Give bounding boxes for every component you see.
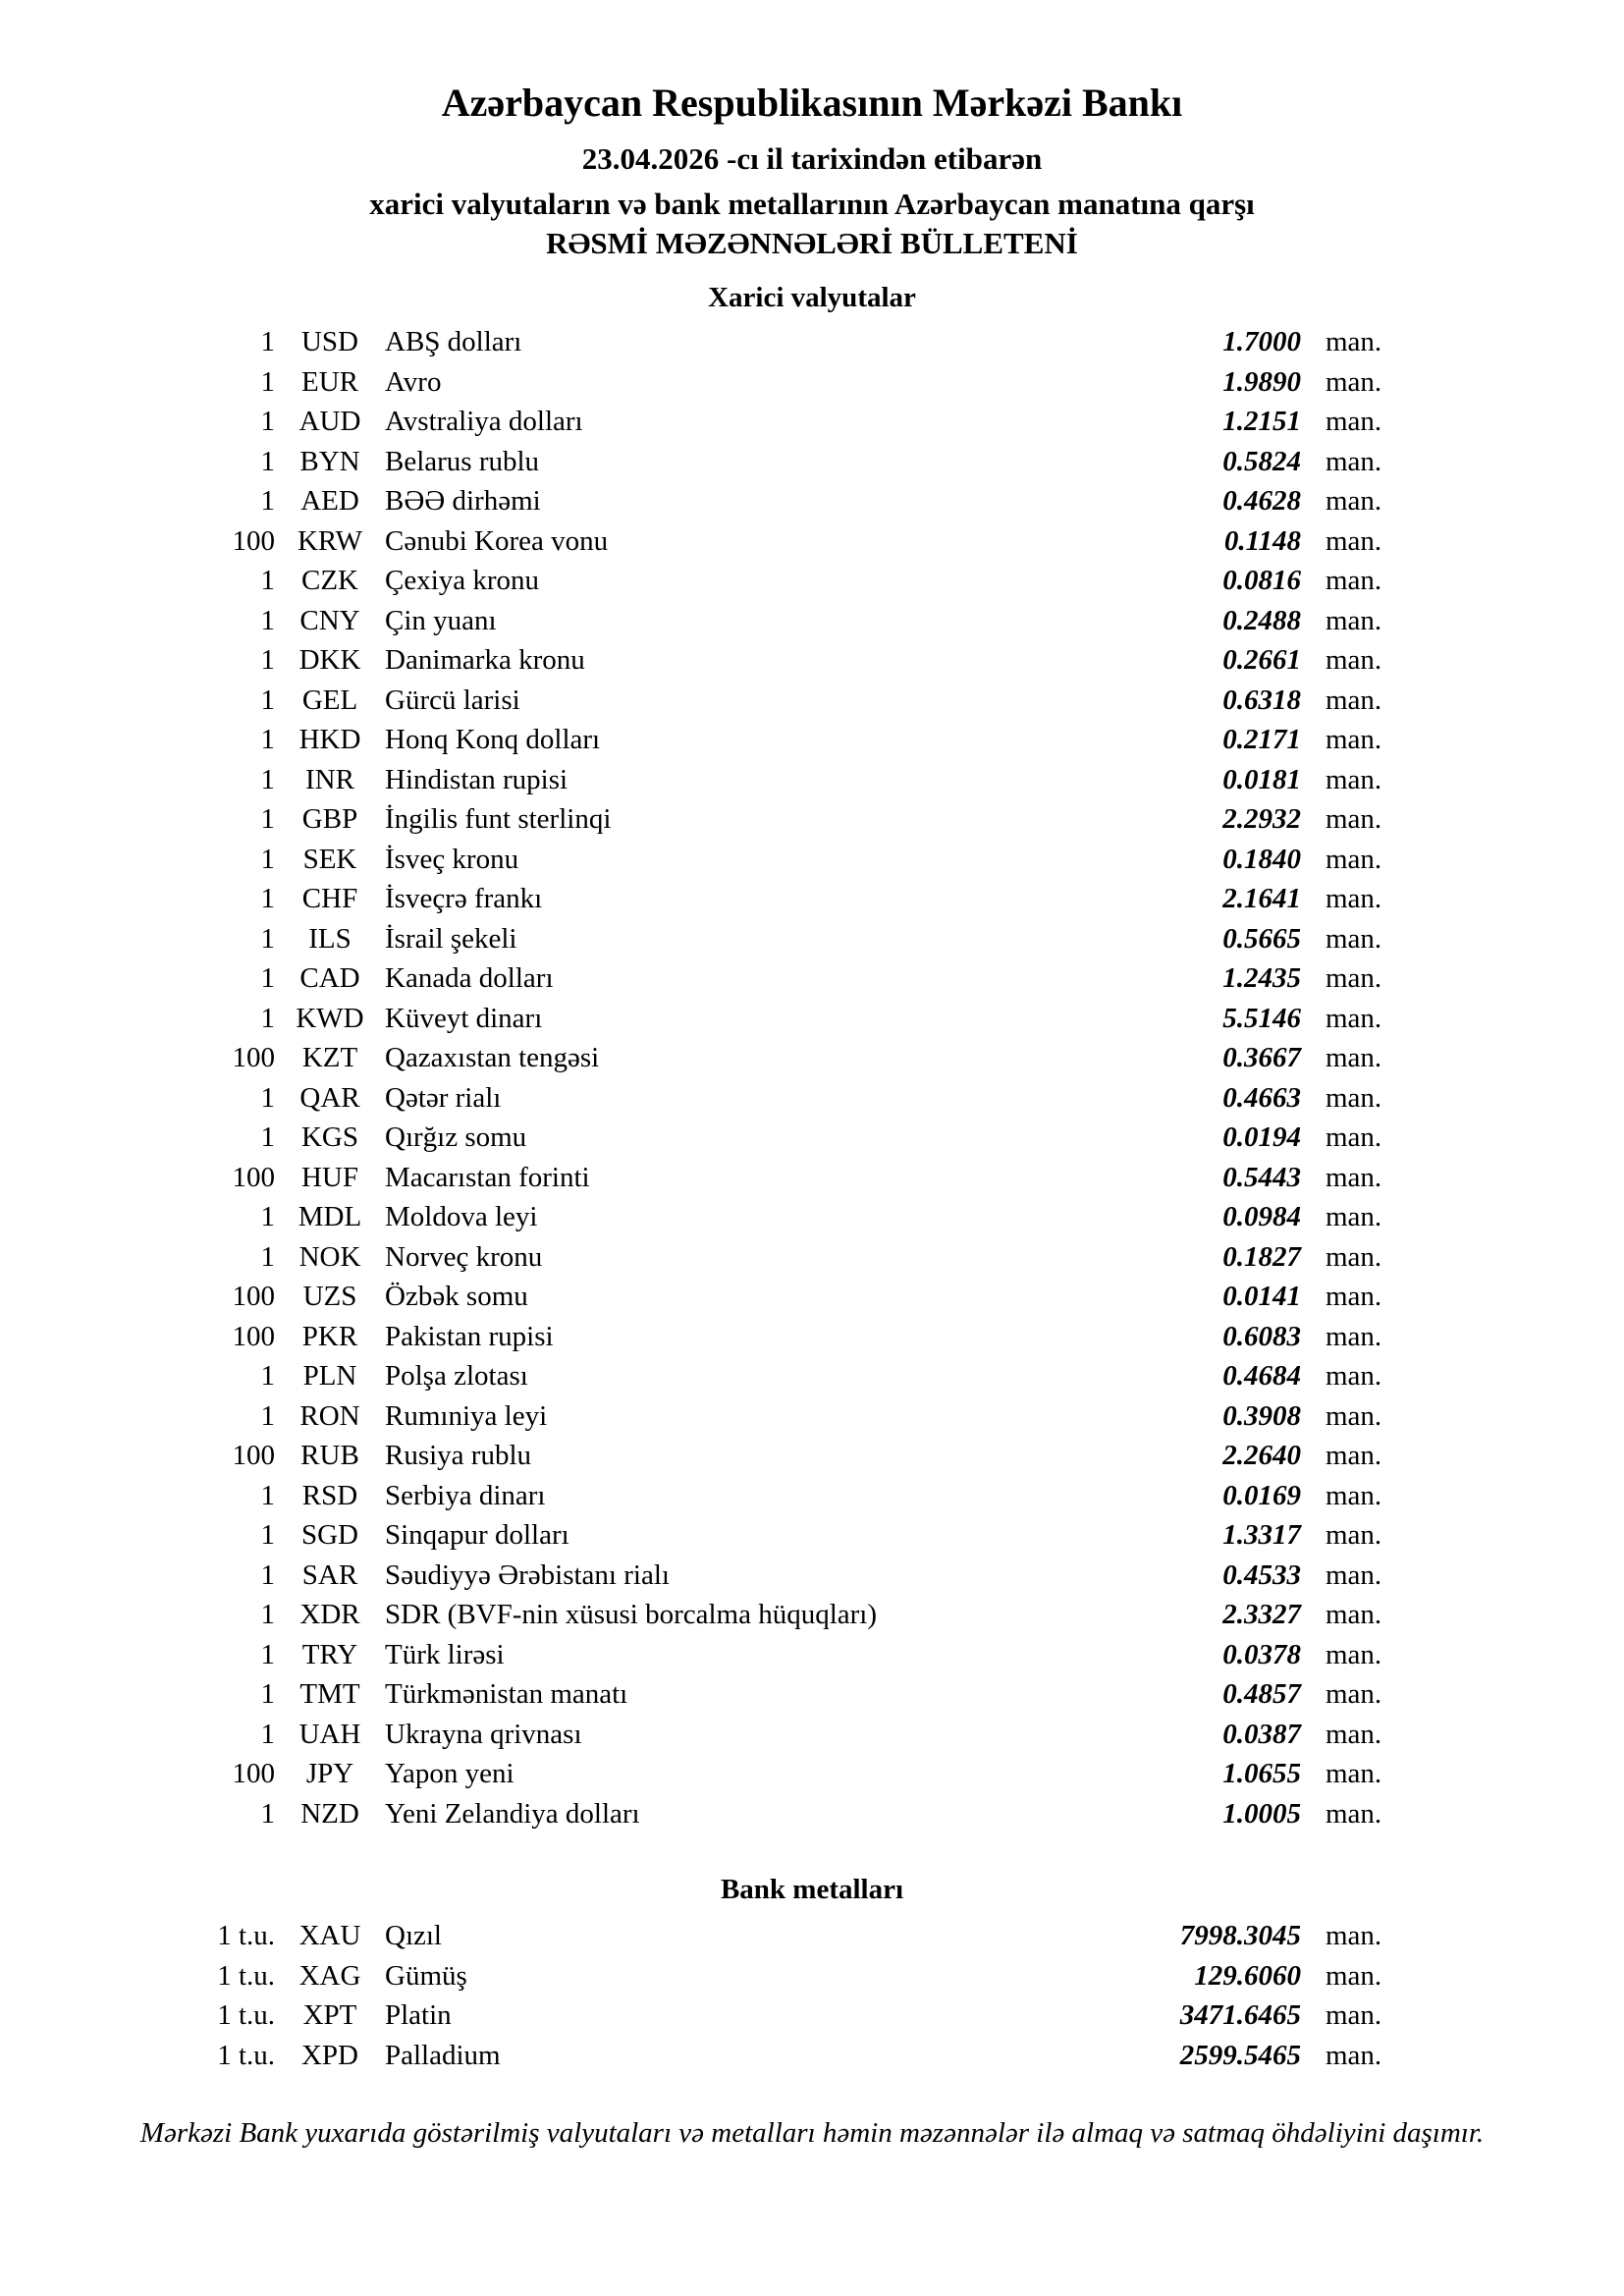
rate-row-currency-code: DKK bbox=[298, 644, 361, 676]
rate-row-rate-value: 0.0141 bbox=[1222, 1281, 1301, 1312]
rate-row-unit-label: man. bbox=[1326, 1519, 1382, 1551]
rate-row-unit-label: man. bbox=[1326, 1678, 1382, 1710]
rate-row bbox=[0, 2036, 1624, 2076]
rate-row-rate-value: 1.2435 bbox=[1222, 962, 1301, 994]
rate-row-quantity: 1 bbox=[260, 406, 275, 437]
rate-row-unit-label: man. bbox=[1326, 1201, 1382, 1232]
rate-row-quantity: 1 t.u. bbox=[217, 1920, 275, 1951]
rate-row-currency-code: XDR bbox=[299, 1599, 360, 1630]
rate-row-rate-value: 3471.6465 bbox=[1179, 1999, 1301, 2031]
rate-row bbox=[0, 1995, 1624, 2036]
rate-row-currency-name: Türkmənistan manatı bbox=[385, 1678, 628, 1710]
rate-row-currency-name: Qətər rialı bbox=[385, 1081, 502, 1114]
rate-row-currency-code: PKR bbox=[301, 1320, 358, 1352]
rate-row-currency-name: Palladium bbox=[385, 2039, 501, 2071]
rate-row-currency-code: TMT bbox=[299, 1678, 360, 1710]
rate-row-unit-label: man. bbox=[1326, 365, 1382, 398]
rate-row bbox=[0, 1436, 1624, 1476]
rate-row-currency-name: Ukrayna qrivnası bbox=[385, 1718, 582, 1750]
rate-row-unit-label: man. bbox=[1326, 1920, 1382, 1951]
rate-row-currency-code: CAD bbox=[299, 962, 360, 994]
rate-row bbox=[0, 521, 1624, 562]
rate-row-quantity: 1 t.u. bbox=[217, 1959, 275, 1992]
rate-row-quantity: 1 bbox=[260, 1718, 275, 1750]
rate-row bbox=[0, 1754, 1624, 1794]
rate-row-currency-code: CNY bbox=[299, 604, 360, 636]
rate-row bbox=[0, 640, 1624, 681]
rate-row-currency-name: BƏƏ dirhəmi bbox=[385, 485, 541, 517]
rate-row-rate-value: 0.0194 bbox=[1222, 1121, 1301, 1153]
rate-row-currency-code: JPY bbox=[305, 1758, 354, 1789]
rate-row-currency-name: Danimarka kronu bbox=[385, 644, 585, 676]
rate-row-currency-code: UZS bbox=[302, 1281, 357, 1312]
rate-row-quantity: 1 bbox=[260, 365, 275, 398]
rate-row bbox=[0, 879, 1624, 919]
rate-row-currency-name: Belarus rublu bbox=[385, 445, 540, 477]
rate-row-quantity: 1 bbox=[260, 485, 275, 517]
rate-row-quantity: 1 t.u. bbox=[217, 1999, 275, 2031]
rate-row-currency-name: Pakistan rupisi bbox=[385, 1320, 554, 1352]
rate-row-rate-value: 0.5665 bbox=[1222, 922, 1301, 955]
rate-row-currency-code: UAH bbox=[298, 1718, 361, 1750]
rate-row-unit-label: man. bbox=[1326, 524, 1382, 557]
rate-row-currency-name: ABŞ dolları bbox=[385, 326, 522, 357]
rate-row-quantity: 1 bbox=[260, 565, 275, 596]
rate-row-currency-code: KGS bbox=[300, 1121, 358, 1153]
rate-row-currency-code: PLN bbox=[302, 1360, 357, 1392]
rate-row-currency-name: Macarıstan forinti bbox=[385, 1161, 590, 1193]
rate-row-currency-name: Rumıniya leyi bbox=[385, 1399, 548, 1432]
rate-row bbox=[0, 402, 1624, 442]
rate-row-quantity: 1 bbox=[260, 1638, 275, 1670]
rate-row-rate-value: 0.4628 bbox=[1222, 485, 1301, 517]
metals-section-title: Bank metalları bbox=[720, 1874, 904, 1905]
currencies-table bbox=[0, 322, 1624, 1833]
rate-row-quantity: 1 bbox=[260, 803, 275, 835]
rate-row-rate-value: 0.0984 bbox=[1222, 1201, 1301, 1232]
rate-row-quantity: 1 bbox=[260, 1360, 275, 1392]
rate-row bbox=[0, 1674, 1624, 1715]
rate-row-unit-label: man. bbox=[1326, 2039, 1382, 2071]
rate-row-rate-value: 0.6083 bbox=[1222, 1320, 1301, 1352]
rate-row-currency-name: Rusiya rublu bbox=[385, 1440, 532, 1471]
rate-row-currency-name: Avstraliya dolları bbox=[385, 406, 583, 437]
rate-row-unit-label: man. bbox=[1326, 604, 1382, 636]
rate-row bbox=[0, 840, 1624, 880]
rate-row bbox=[0, 1158, 1624, 1198]
rate-row-quantity: 1 bbox=[260, 843, 275, 875]
rate-row-rate-value: 2.2932 bbox=[1222, 803, 1301, 835]
rate-row-quantity: 1 bbox=[260, 1797, 275, 1830]
rate-row-rate-value: 0.4663 bbox=[1222, 1081, 1301, 1114]
rate-row-quantity: 1 bbox=[260, 1519, 275, 1551]
rate-row-rate-value: 0.0816 bbox=[1222, 565, 1301, 596]
rate-row-rate-value: 0.5824 bbox=[1222, 445, 1301, 477]
rate-row-unit-label: man. bbox=[1326, 683, 1382, 716]
rate-row-currency-name: Səudiyyə Ərəbistanı rialı bbox=[385, 1558, 670, 1591]
rate-row-quantity: 100 bbox=[232, 1161, 275, 1193]
rate-row-unit-label: man. bbox=[1326, 485, 1382, 517]
rate-row-rate-value: 0.4684 bbox=[1222, 1360, 1301, 1392]
rate-row-currency-name: Özbək somu bbox=[385, 1281, 528, 1312]
rate-row bbox=[0, 799, 1624, 840]
rate-row-rate-value: 2.3327 bbox=[1222, 1599, 1301, 1630]
rate-row-unit-label: man. bbox=[1326, 406, 1382, 437]
rate-row-currency-name: İsveçrə frankı bbox=[385, 883, 543, 914]
rate-row-quantity: 1 bbox=[260, 644, 275, 676]
rate-row bbox=[0, 1916, 1624, 1956]
rate-row-unit-label: man. bbox=[1326, 962, 1382, 994]
rate-row-unit-label: man. bbox=[1326, 1360, 1382, 1392]
rate-row-quantity: 1 bbox=[260, 1558, 275, 1591]
rate-row bbox=[0, 1476, 1624, 1516]
rate-row-currency-code: NOK bbox=[298, 1240, 361, 1273]
rate-row-quantity: 1 bbox=[260, 763, 275, 795]
rate-row-currency-name: İsveç kronu bbox=[385, 843, 519, 875]
bank-title: Azərbaycan Respublikasının Mərkəzi Bankı bbox=[441, 81, 1183, 125]
rate-row-currency-code: AED bbox=[300, 485, 359, 517]
rate-row-currency-code: RON bbox=[299, 1399, 360, 1432]
rate-row-currency-name: Norveç kronu bbox=[385, 1240, 543, 1273]
rate-row-currency-code: CHF bbox=[301, 883, 358, 914]
rate-row-unit-label: man. bbox=[1326, 1959, 1382, 1992]
rate-row-currency-code: XAG bbox=[298, 1959, 361, 1992]
rate-row-rate-value: 0.2661 bbox=[1222, 644, 1301, 676]
rate-row-rate-value: 5.5146 bbox=[1222, 1002, 1301, 1034]
rate-row-unit-label: man. bbox=[1326, 724, 1382, 755]
rate-row-currency-name: Gürcü larisi bbox=[385, 683, 520, 716]
rate-row bbox=[0, 999, 1624, 1039]
rate-row-currency-code: SAR bbox=[301, 1558, 358, 1591]
rate-row bbox=[0, 720, 1624, 760]
rate-row-rate-value: 0.2171 bbox=[1222, 724, 1301, 755]
rate-row-currency-code: RSD bbox=[301, 1479, 358, 1511]
rate-row-currency-code: TRY bbox=[301, 1638, 358, 1670]
rate-row-currency-code: SGD bbox=[300, 1519, 358, 1551]
rate-row-currency-code: USD bbox=[300, 326, 358, 357]
rate-row-rate-value: 0.0378 bbox=[1222, 1638, 1301, 1670]
rate-row bbox=[0, 1317, 1624, 1357]
rate-row-currency-code: XPD bbox=[300, 2039, 358, 2071]
rate-row bbox=[0, 1396, 1624, 1437]
rate-row bbox=[0, 561, 1624, 601]
rate-row-quantity: 1 bbox=[260, 445, 275, 477]
rate-row bbox=[0, 442, 1624, 482]
rate-row bbox=[0, 1515, 1624, 1556]
rate-row-unit-label: man. bbox=[1326, 843, 1382, 875]
rate-row-rate-value: 0.1827 bbox=[1222, 1240, 1301, 1273]
rate-row-rate-value: 2599.5465 bbox=[1179, 2039, 1301, 2071]
rate-row-currency-name: Çin yuanı bbox=[385, 604, 497, 636]
currencies-section-title: Xarici valyutalar bbox=[708, 282, 916, 313]
rate-row-quantity: 100 bbox=[232, 1320, 275, 1352]
rate-row-currency-code: HKD bbox=[298, 724, 361, 755]
rate-row-currency-code: XAU bbox=[298, 1920, 361, 1951]
rate-row-currency-code: XPT bbox=[302, 1999, 357, 2031]
rate-row-currency-code: QAR bbox=[299, 1081, 360, 1114]
rate-row-currency-name: Yapon yeni bbox=[385, 1758, 514, 1789]
rate-row-rate-value: 129.6060 bbox=[1194, 1959, 1301, 1992]
rate-row-quantity: 1 t.u. bbox=[217, 2039, 275, 2071]
rate-row-rate-value: 0.4857 bbox=[1222, 1678, 1301, 1710]
rate-row-quantity: 100 bbox=[232, 1440, 275, 1471]
rate-row-quantity: 1 bbox=[260, 1002, 275, 1034]
rate-row-rate-value: 0.0169 bbox=[1222, 1479, 1301, 1511]
rate-row bbox=[0, 919, 1624, 959]
rate-row-unit-label: man. bbox=[1326, 1638, 1382, 1670]
rate-row-unit-label: man. bbox=[1326, 1440, 1382, 1471]
rate-row bbox=[0, 1556, 1624, 1596]
rate-row-currency-code: MDL bbox=[298, 1201, 362, 1232]
rate-row-currency-name: Yeni Zelandiya dolları bbox=[385, 1797, 640, 1830]
rate-row-quantity: 1 bbox=[260, 1479, 275, 1511]
rate-row-quantity: 1 bbox=[260, 1121, 275, 1153]
rate-row-unit-label: man. bbox=[1326, 326, 1382, 357]
rate-row-rate-value: 1.9890 bbox=[1222, 365, 1301, 398]
rate-row-quantity: 1 bbox=[260, 326, 275, 357]
rate-row-quantity: 1 bbox=[260, 1599, 275, 1630]
rate-row bbox=[0, 1237, 1624, 1278]
rate-row-currency-name: Platin bbox=[385, 1999, 452, 2031]
rate-row-currency-name: Türk lirəsi bbox=[385, 1638, 505, 1670]
rate-row-currency-name: Hindistan rupisi bbox=[385, 763, 568, 795]
rate-row-currency-name: Küveyt dinarı bbox=[385, 1002, 543, 1034]
rate-row-currency-code: NZD bbox=[300, 1797, 359, 1830]
rate-row-quantity: 100 bbox=[232, 1758, 275, 1789]
rate-row-rate-value: 0.2488 bbox=[1222, 604, 1301, 636]
rate-row bbox=[0, 481, 1624, 521]
rate-row bbox=[0, 1197, 1624, 1237]
rate-row bbox=[0, 1595, 1624, 1635]
rate-row bbox=[0, 1356, 1624, 1396]
rate-row bbox=[0, 1038, 1624, 1078]
rate-row-unit-label: man. bbox=[1326, 763, 1382, 795]
rate-row bbox=[0, 1635, 1624, 1675]
rate-row-rate-value: 0.1840 bbox=[1222, 843, 1301, 875]
rate-row-unit-label: man. bbox=[1326, 1399, 1382, 1432]
rate-row-unit-label: man. bbox=[1326, 1479, 1382, 1511]
rate-row-currency-name: Cənubi Korea vonu bbox=[385, 524, 609, 557]
rate-row-currency-code: GBP bbox=[301, 803, 358, 835]
rate-row-quantity: 100 bbox=[232, 1281, 275, 1312]
rate-row-unit-label: man. bbox=[1326, 1002, 1382, 1034]
rate-row-unit-label: man. bbox=[1326, 1999, 1382, 2031]
rate-row-currency-code: SEK bbox=[302, 843, 357, 875]
rate-row-currency-code: ILS bbox=[308, 922, 352, 955]
rate-row-unit-label: man. bbox=[1326, 1320, 1382, 1352]
rate-row-currency-name: İngilis funt sterlinqi bbox=[385, 803, 612, 835]
rate-row-unit-label: man. bbox=[1326, 1797, 1382, 1830]
rate-row-quantity: 1 bbox=[260, 604, 275, 636]
rate-row-currency-name: Gümüş bbox=[385, 1959, 467, 1992]
effective-date-line: 23.04.2026 -cı il tarixindən etibarən bbox=[581, 141, 1043, 176]
rate-row-unit-label: man. bbox=[1326, 1758, 1382, 1789]
rate-row-quantity: 1 bbox=[260, 724, 275, 755]
rate-row-rate-value: 0.3667 bbox=[1222, 1042, 1301, 1073]
bulletin-subtitle: xarici valyutaların və bank metallarının Azərbaycan manatına qarşı bbox=[369, 187, 1255, 221]
rate-row-unit-label: man. bbox=[1326, 1161, 1382, 1193]
rate-row-quantity: 100 bbox=[232, 1042, 275, 1073]
rate-row-quantity: 1 bbox=[260, 883, 275, 914]
rate-row-rate-value: 7998.3045 bbox=[1179, 1920, 1301, 1951]
rate-row-rate-value: 2.2640 bbox=[1222, 1440, 1301, 1471]
rate-row-rate-value: 0.5443 bbox=[1222, 1161, 1301, 1193]
rate-row-currency-name: İsrail şekeli bbox=[385, 922, 517, 955]
rate-row-unit-label: man. bbox=[1326, 1042, 1382, 1073]
rate-row bbox=[0, 681, 1624, 721]
rate-row-rate-value: 1.2151 bbox=[1222, 406, 1301, 437]
rate-row-currency-code: CZK bbox=[301, 565, 358, 596]
rate-row-quantity: 1 bbox=[260, 962, 275, 994]
rate-row-currency-code: KWD bbox=[296, 1002, 364, 1034]
rate-row bbox=[0, 958, 1624, 999]
rate-row-rate-value: 0.1148 bbox=[1223, 524, 1301, 557]
rate-row-currency-code: KRW bbox=[297, 524, 363, 557]
rate-row-quantity: 1 bbox=[260, 1399, 275, 1432]
rate-row-quantity: 1 bbox=[260, 1081, 275, 1114]
rate-row-currency-name: Çexiya kronu bbox=[385, 565, 540, 596]
rate-row-rate-value: 0.3908 bbox=[1222, 1399, 1301, 1432]
rate-row-currency-name: Avro bbox=[385, 365, 442, 398]
rate-row-unit-label: man. bbox=[1326, 445, 1382, 477]
rate-row-unit-label: man. bbox=[1326, 803, 1382, 835]
rate-row bbox=[0, 1715, 1624, 1755]
rate-row bbox=[0, 601, 1624, 641]
rate-row-rate-value: 0.0387 bbox=[1222, 1718, 1301, 1750]
rate-row-unit-label: man. bbox=[1326, 1281, 1382, 1312]
rate-row-currency-name: Sinqapur dolları bbox=[385, 1519, 569, 1551]
rate-row-rate-value: 1.7000 bbox=[1222, 326, 1301, 357]
rate-row-currency-code: INR bbox=[305, 763, 354, 795]
rate-row bbox=[0, 760, 1624, 800]
rate-row-rate-value: 1.3317 bbox=[1222, 1519, 1301, 1551]
rate-row-currency-code: HUF bbox=[300, 1161, 358, 1193]
rate-row-rate-value: 1.0655 bbox=[1222, 1758, 1301, 1789]
rate-row-currency-code: KZT bbox=[301, 1042, 358, 1073]
rate-row-currency-name: SDR (BVF-nin xüsusi borcalma hüquqları) bbox=[385, 1599, 878, 1630]
rate-row-currency-name: Honq Konq dolları bbox=[385, 724, 601, 755]
rate-row-quantity: 1 bbox=[260, 922, 275, 955]
rate-row-unit-label: man. bbox=[1326, 644, 1382, 676]
rate-row-unit-label: man. bbox=[1326, 1081, 1382, 1114]
rate-row-unit-label: man. bbox=[1326, 922, 1382, 955]
rate-row-rate-value: 0.4533 bbox=[1222, 1558, 1301, 1591]
rate-row-rate-value: 0.0181 bbox=[1222, 763, 1301, 795]
rate-row-quantity: 1 bbox=[260, 1201, 275, 1232]
rate-row-quantity: 100 bbox=[232, 524, 275, 557]
rate-row bbox=[0, 1794, 1624, 1834]
rate-row-quantity: 1 bbox=[260, 1678, 275, 1710]
metals-table bbox=[0, 1916, 1624, 2075]
rate-row-currency-code: GEL bbox=[301, 683, 358, 716]
rate-row-unit-label: man. bbox=[1326, 1599, 1382, 1630]
rate-row-currency-name: Polşa zlotası bbox=[385, 1360, 528, 1392]
rate-row-unit-label: man. bbox=[1326, 1558, 1382, 1591]
rate-row bbox=[0, 1078, 1624, 1119]
rate-row-quantity: 1 bbox=[260, 1240, 275, 1273]
rate-row-rate-value: 0.6318 bbox=[1222, 683, 1301, 716]
bulletin-title: RƏSMİ MƏZƏNNƏLƏRİ BÜLLETENİ bbox=[546, 226, 1078, 260]
rate-row-rate-value: 2.1641 bbox=[1222, 883, 1301, 914]
rate-row bbox=[0, 1118, 1624, 1158]
rate-row-currency-name: Qızıl bbox=[385, 1920, 442, 1951]
footer-note: Mərkəzi Bank yuxarıda göstərilmiş valyutaları və metalları həmin məzənnələr ilə almaq və satmaq öhdəliyini daşımır. bbox=[139, 2117, 1485, 2149]
rate-row-unit-label: man. bbox=[1326, 883, 1382, 914]
rate-row bbox=[0, 362, 1624, 403]
rate-row-currency-code: AUD bbox=[298, 406, 361, 437]
rate-row-currency-code: RUB bbox=[300, 1440, 359, 1471]
rate-row-unit-label: man. bbox=[1326, 1240, 1382, 1273]
rate-row-currency-code: EUR bbox=[301, 365, 358, 398]
rate-row-currency-name: Qırğız somu bbox=[385, 1121, 527, 1153]
rate-row bbox=[0, 322, 1624, 362]
rate-row-unit-label: man. bbox=[1326, 1718, 1382, 1750]
rate-row-currency-name: Qazaxıstan tengəsi bbox=[385, 1042, 600, 1073]
rate-row-quantity: 1 bbox=[260, 683, 275, 716]
rate-row-currency-name: Moldova leyi bbox=[385, 1201, 538, 1232]
rate-row-rate-value: 1.0005 bbox=[1222, 1797, 1301, 1830]
rate-row bbox=[0, 1277, 1624, 1317]
rate-row-currency-code: BYN bbox=[299, 445, 360, 477]
rate-row-unit-label: man. bbox=[1326, 565, 1382, 596]
rate-row-currency-name: Kanada dolları bbox=[385, 962, 554, 994]
rate-row-currency-name: Serbiya dinarı bbox=[385, 1479, 546, 1511]
rate-row bbox=[0, 1956, 1624, 1996]
rate-row-unit-label: man. bbox=[1326, 1121, 1382, 1153]
